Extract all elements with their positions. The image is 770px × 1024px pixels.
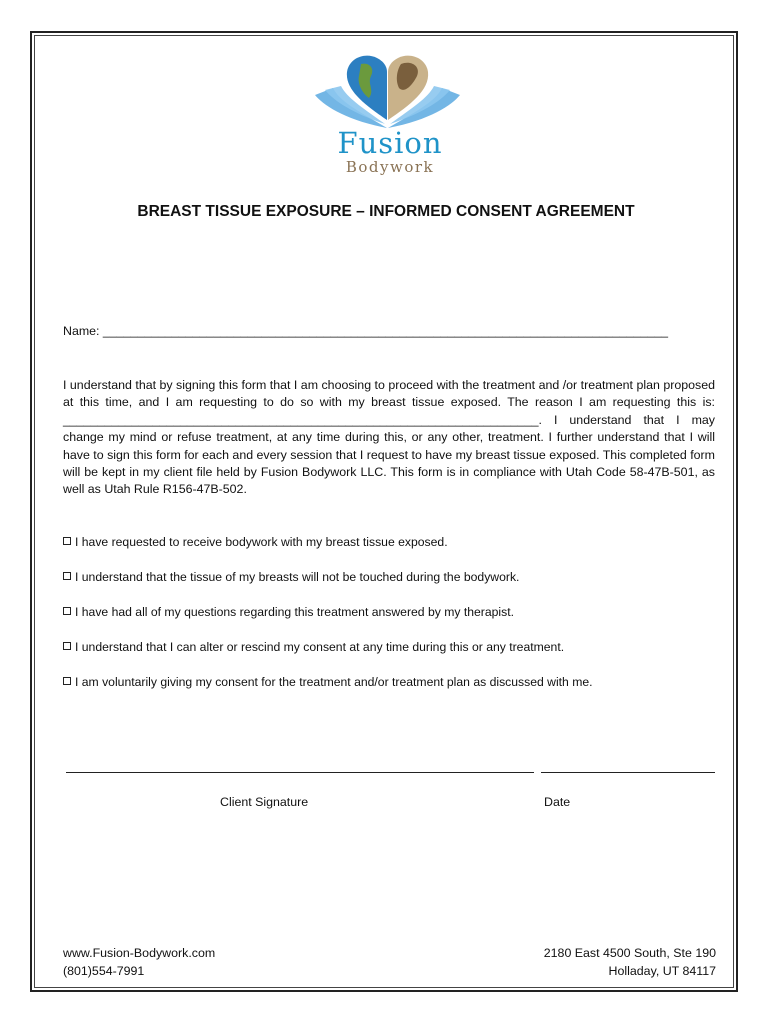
footer-website: www.Fusion-Bodywork.com [63,946,216,960]
checklist-item[interactable] [63,535,448,549]
checklist-label: I am voluntarily giving my consent for the treatment and/or treatment plan as discussed with me. [75,675,593,689]
checkbox-icon[interactable] [63,677,71,685]
checklist-label: I have had all of my questions regarding this treatment answered by my therapist. [75,605,514,619]
logo-name-bodywork: Bodywork [345,158,435,176]
checkbox-icon[interactable] [63,642,71,650]
date-label: Date [544,795,571,809]
checkbox-icon[interactable] [63,537,71,545]
signature-label: Client Signature [220,795,309,809]
checkbox-icon[interactable] [63,572,71,580]
checklist-label: I understand that the tissue of my breasts will not be touched during the bodywork. [75,570,520,584]
consent-paragraph [63,377,715,499]
footer-phone: (801)554-7991 [63,964,145,978]
checklist-label: I have requested to receive bodywork with my breast tissue exposed. [75,535,448,549]
reason-blank[interactable]: _____________________________________________________________________ [63,412,539,427]
checklist-item[interactable] [63,570,519,584]
document-title: BREAST TISSUE EXPOSURE – INFORMED CONSENT AGREEMENT [137,203,635,220]
paragraph-text-2: . I understand that I may change my mind or refuse treatment, at any time during this, or any other, treatment. I further understand that I will have to sign this form for each and every session that I request to have my breast tissue exposed. This completed form will be kept in my client file held by Fusion Bodywork LLC. This form is in compliance with Utah Code 58-47B-501, as well as Utah Rule R156-47B-502. [63,412,715,497]
name-field[interactable]: Name: __________________________________________________________________________________ [63,324,669,338]
checklist-item[interactable] [63,605,514,619]
logo-name-fusion: Fusion [337,126,443,160]
footer-contact [63,944,215,980]
paragraph-text-1: I understand that by signing this form that I am choosing to proceed with the treatment and /or treatment plan proposed at this time, and I am requesting to do so with my breast tissue exposed. The reason I am requesting this is: [63,378,715,410]
checklist-item[interactable] [63,640,564,654]
date-line[interactable] [541,772,715,773]
footer-address [544,944,716,980]
checkbox-icon[interactable] [63,607,71,615]
signature-line[interactable] [66,772,534,773]
heart-globe-hands-icon [305,50,470,130]
checklist-label: I understand that I can alter or rescind my consent at any time during this or any treatment. [75,640,565,654]
footer-address-line2: Holladay, UT 84117 [608,964,716,978]
footer-address-line1: 2180 East 4500 South, Ste 190 [543,946,716,960]
checklist-item[interactable] [63,675,593,689]
